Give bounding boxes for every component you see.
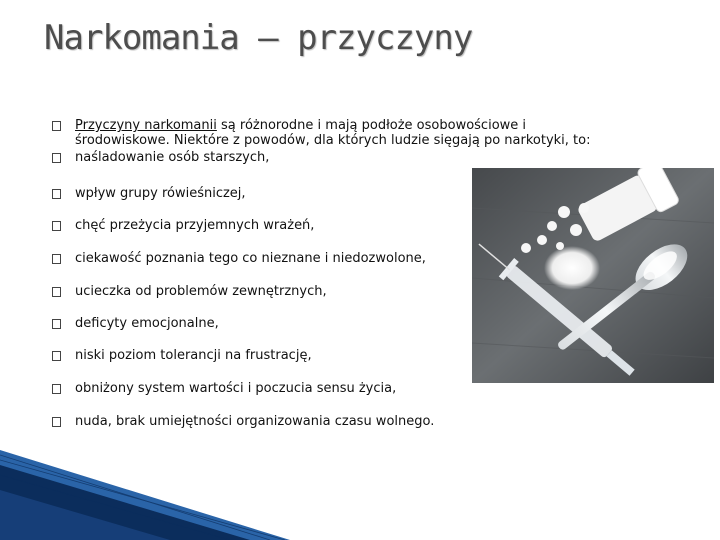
list-item-text: ciekawość poznania tego co nieznane i niedozwolone, <box>75 251 426 266</box>
bullet-box-icon <box>52 384 61 394</box>
bullet-box-icon <box>52 254 61 264</box>
list-item-text: wpływ grupy rówieśniczej, <box>75 186 246 201</box>
bullet-box-icon <box>52 221 61 231</box>
bullet-box-icon <box>52 189 61 199</box>
bullet-box-icon <box>52 417 61 427</box>
list-item-text: nuda, brak umiejętności organizowania czasu wolnego. <box>75 414 435 429</box>
drugs-photo-icon <box>472 168 714 383</box>
slide-title: Narkomania – przyczyny <box>44 18 473 58</box>
list-item-text: chęć przeżycia przyjemnych wrażeń, <box>75 218 315 233</box>
bullet-box-icon <box>52 351 61 361</box>
list-item-text: naśladowanie osób starszych, <box>75 150 270 165</box>
corner-decoration <box>0 445 720 540</box>
list-item-text: obniżony system wartości i poczucia sensu życia, <box>75 381 397 396</box>
list-item-text: deficyty emocjonalne, <box>75 316 219 331</box>
intro-line1-rest: są różnorodne i mają podłoże osobowościowe i <box>216 118 527 133</box>
bullet-box-icon <box>52 121 61 131</box>
bullet-box-icon <box>52 319 61 329</box>
bullet-intro-text <box>75 118 526 133</box>
bullet-box-icon <box>52 153 61 163</box>
bullet-box-icon <box>52 287 61 297</box>
list-item-text: niski poziom tolerancji na frustrację, <box>75 348 312 363</box>
list-item-text: ucieczka od problemów zewnętrznych, <box>75 284 327 299</box>
intro-line2: środowiskowe. Niektóre z powodów, dla których ludzie sięgają po narkotyki, to: <box>75 133 591 148</box>
drugs-photo <box>472 168 714 383</box>
intro-link[interactable]: Przyczyny narkomanii <box>75 118 217 133</box>
